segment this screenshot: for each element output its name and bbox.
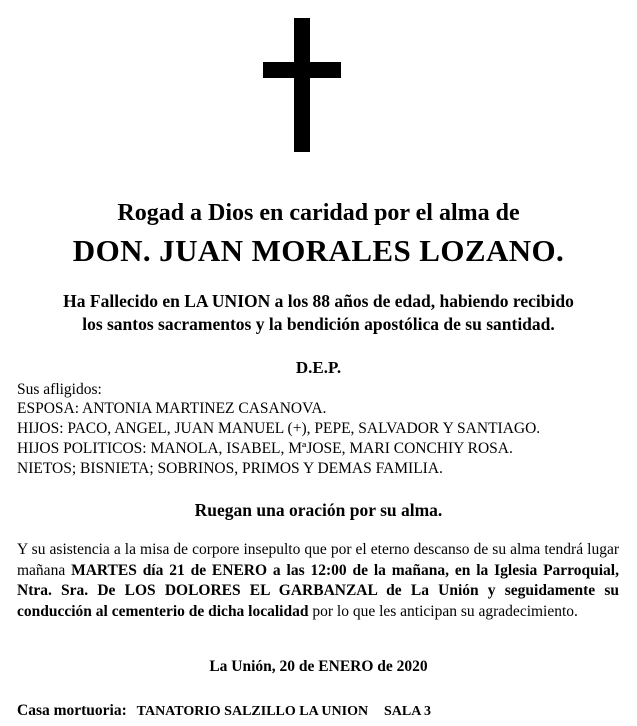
family-line: HIJOS POLITICOS: MANOLA, ISABEL, MªJOSE, MARI CONCHIY ROSA.: [17, 440, 513, 457]
cross-icon: [263, 18, 341, 152]
announcement: [0, 290, 637, 336]
intro-text: Rogad a Dios en caridad por el alma de: [117, 200, 520, 226]
invitation-closing: por lo que les anticipan su agradecimiento.: [308, 602, 578, 620]
family-line: ESPOSA: ANTONIA MARTINEZ CASANOVA.: [17, 400, 327, 417]
prayer-request: Ruegan una oración por su alma.: [194, 500, 443, 520]
date-line: La Unión, 20 de ENERO de 2020: [209, 658, 428, 675]
announcement-line-2: los santos sacramentos y la bendición apostólica de su santidad.: [82, 314, 555, 334]
announcement-line-1: Ha Fallecido en LA UNION a los 88 años de edad, habiendo recibido: [63, 291, 574, 311]
dep-heading: D.E.P.: [295, 358, 342, 377]
funeral-home-label: Casa mortuoria:: [17, 702, 127, 719]
family-line: HIJOS: PACO, ANGEL, JUAN MANUEL (+), PEPE, SALVADOR Y SANTIAGO.: [17, 420, 541, 437]
family-line: NIETOS; BISNIETA; SOBRINOS, PRIMOS Y DEMAS FAMILIA.: [17, 460, 443, 477]
family-heading: Sus afligidos:: [17, 381, 102, 398]
funeral-home: [17, 702, 431, 720]
invitation-text: Y su asistencia a la misa de corpore insepulto que por el eterno descanso de su alma tendrá lugar mañana: [17, 541, 619, 579]
funeral-home-room: SALA 3: [383, 704, 432, 719]
deceased-name: DON. JUAN MORALES LOZANO.: [72, 233, 565, 268]
invitation-details: MARTES día 21 de ENERO a las 12:00 de la mañana, en la Iglesia Parroquial, Ntra. Sra. De LOS DOLORES EL GARBANZAL de La Unión y seguidamente su conducción al cementerio de dicha localidad: [17, 561, 619, 620]
funeral-home-name: TANATORIO SALZILLO LA UNION: [136, 704, 369, 719]
mass-invitation: [17, 540, 619, 622]
